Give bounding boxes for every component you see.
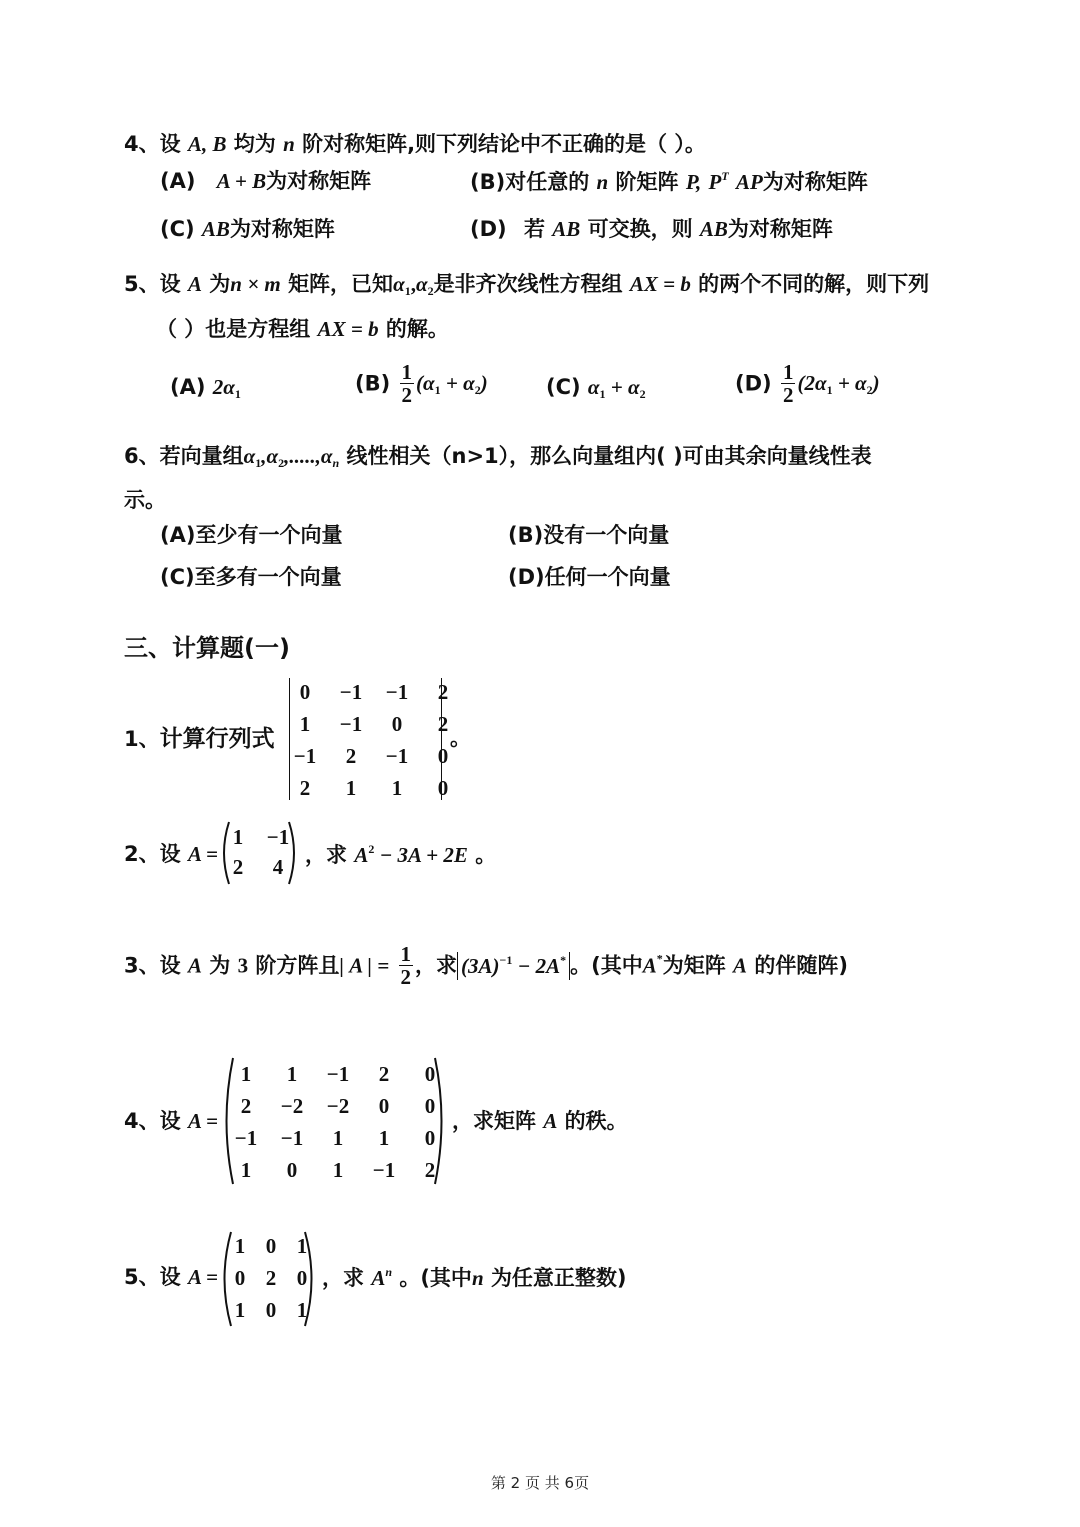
matrix-cell: 1	[234, 1298, 246, 1322]
matrix-cell: 0	[424, 1062, 436, 1086]
matrix-cell: 1	[296, 1234, 308, 1258]
q6-option-a: (A)至少有一个向量	[160, 523, 343, 547]
matrix-cell: 0	[296, 1266, 308, 1290]
matrix-cell: −1	[266, 825, 290, 849]
matrix-cell: 1	[286, 1062, 298, 1086]
matrix-cell: 1	[391, 776, 403, 800]
c3-stem: 3、设 A 为 3 阶方阵且| A | = $\frac{1}{2}$ ，求 $(3A)^{-1} - 2A^*$ 。(其中A*为矩阵 A 的伴随阵)	[124, 942, 848, 990]
matrix-cell: −1	[293, 744, 317, 768]
c3-number: 3、	[124, 953, 160, 978]
q6-option-c: (C)至多有一个向量	[160, 565, 342, 589]
matrix-cell: 1	[234, 1234, 246, 1258]
fraction: $\frac{1}{2}$	[400, 942, 412, 990]
fraction: $\frac{1}{2}$	[782, 360, 794, 408]
matrix-cell: −1	[339, 680, 363, 704]
q5-option-b: (B) $\frac{1}{2}$ $(\alpha_1 + \alpha_2)$	[355, 360, 488, 408]
matrix-cell: −1	[280, 1126, 304, 1150]
c4-number: 4、	[124, 1109, 160, 1133]
matrix-cell: 4	[272, 855, 284, 879]
q4-option-a: (A) A + B为对称矩阵	[160, 169, 372, 193]
q6-option-b: (B)没有一个向量	[508, 523, 670, 547]
c1-number: 1、	[124, 727, 160, 751]
matrix-cell: 2	[437, 712, 449, 736]
matrix-cell: 1	[296, 1298, 308, 1322]
matrix-cell: 0	[437, 744, 449, 768]
matrix-cell: 1	[240, 1158, 252, 1182]
matrix-cell: 0	[437, 776, 449, 800]
c4-stem: 4、设 A =	[124, 1109, 219, 1133]
c2-stem: 2、设 A =	[124, 842, 219, 866]
matrix-cell: 0	[424, 1126, 436, 1150]
matrix-cell: 1	[240, 1062, 252, 1086]
section-heading: 三、计算题(一)	[124, 634, 290, 662]
page-footer: 第 2 页 共 6页	[490, 1474, 590, 1492]
matrix-cell: 0	[299, 680, 311, 704]
c5-stem: 5、设 A =	[124, 1265, 219, 1289]
matrix-cell: 0	[391, 712, 403, 736]
matrix-cell: 0	[424, 1094, 436, 1118]
matrix-cell: 1	[378, 1126, 390, 1150]
determinant-expression: $(3A)^{-1} - 2A^*$	[457, 952, 570, 980]
fraction: $\frac{1}{2}$	[401, 360, 413, 408]
q4-option-b: (B)对任意的 n 阶矩阵 P, $P^T$ AP为对称矩阵	[470, 169, 868, 194]
matrix-cell: −1	[385, 744, 409, 768]
exam-page: 4、设 A, B 均为 n 阶对称矩阵,则下列结论中不正确的是（ ）。 (A) A + B为对称矩阵 (B)对任意的 n 阶矩阵 P, $P^T$ AP为对称矩阵 (C) AB为对称矩阵 (D) 若 AB 可交换，则 AB为对称矩阵 5、设 A 为n × m 矩阵，已知$\alpha_1,\alpha_2$是非齐次线性方程组 AX = b 的两个不同的解，则下列 （ ）也是方程组 AX = b 的解。 (A) $2\alpha_1$ (B) $\frac{1}{2}$ $(\alpha_1 + \alpha_2)$ (C) $\alpha_1 + \alpha_2$ (D) $\frac{1}{2}$ $(2\alpha_1 + \alpha_2)$ 6、若向量组$\alpha_1,\alpha_2,.....,\alpha_n$ 线性相关（n>1），那么向量组内( )可由其余向量线性表 示。 (A)至少有一个向量 (B)没有一个向量 (C)至多有一个向量 (D)任何一个向量 三、计算题(一) 1、计算行列式 0 −1 −1 2 1 −1 0 2 −1 2 −1 0 2 1 1 0 。 2、设 A = 1 −1 2 4 ，求 $A^2 - 3A + 2E$ 。 3、设 A 为 3 阶方阵且| A | = $\frac{1}{2}$ ，求 $(3A)^{-1} - 2A^*$ 。(其中A*为矩阵 A 的伴随阵) 4、设 A = 1 1 −1 2 0 2 −2 −2 0 0 −1 −1 1 1 0 1 0 1 −1 2 ，求矩阵 A 的秩。 5、设 A = 1 0 1 0 2 0 1 0 1 ，求 $A^n$ 。(其中n 为任意正整数) 第 2 页 共 6页	[0, 0, 1080, 1527]
matrix-cell: 2	[437, 680, 449, 704]
q4-stem: 4、设 A, B 均为 n 阶对称矩阵,则下列结论中不正确的是（ ）。	[124, 132, 706, 156]
q5-number: 5、	[124, 272, 160, 296]
q6-number: 6、	[124, 444, 160, 468]
q5-option-c: (C) $\alpha_1 + \alpha_2$	[546, 375, 646, 401]
q6-stem: 6、若向量组$\alpha_1,\alpha_2,.....,\alpha_n$ 线性相关（n>1），那么向量组内( )可由其余向量线性表	[124, 444, 872, 470]
q4-number: 4、	[124, 132, 160, 156]
c2-number: 2、	[124, 842, 160, 866]
matrix-cell: 1	[345, 776, 357, 800]
matrix-cell: 2	[424, 1158, 436, 1182]
matrix-cell: 2	[378, 1062, 390, 1086]
q6-option-d: (D)任何一个向量	[508, 565, 671, 589]
q5-option-a: (A) $2\alpha_1$	[170, 375, 241, 401]
matrix-cell: 0	[265, 1298, 277, 1322]
matrix-cell: 2	[232, 855, 244, 879]
q4-option-d: (D) 若 AB 可交换，则 AB为对称矩阵	[470, 217, 833, 241]
matrix-cell: 1	[332, 1158, 344, 1182]
matrix-cell: 2	[345, 744, 357, 768]
matrix-cell: 2	[240, 1094, 252, 1118]
q5-stem-line2: （ ）也是方程组 AX = b 的解。	[156, 317, 449, 341]
q4-option-c: (C) AB为对称矩阵	[160, 217, 335, 241]
matrix-cell: −1	[326, 1062, 350, 1086]
matrix-cell: −1	[372, 1158, 396, 1182]
matrix-cell: 1	[299, 712, 311, 736]
matrix-cell: −2	[280, 1094, 304, 1118]
q6-stem-line2: 示。	[124, 488, 166, 512]
matrix-cell: 2	[299, 776, 311, 800]
matrix-cell: 0	[265, 1234, 277, 1258]
matrix-cell: −2	[326, 1094, 350, 1118]
matrix-cell: −1	[234, 1126, 258, 1150]
matrix-cell: 0	[234, 1266, 246, 1290]
matrix-cell: 1	[232, 825, 244, 849]
matrix-cell: 0	[286, 1158, 298, 1182]
matrix-cell: −1	[339, 712, 363, 736]
q5-option-d: (D) $\frac{1}{2}$ $(2\alpha_1 + \alpha_2)$	[735, 360, 880, 408]
q5-stem: 5、设 A 为n × m 矩阵，已知$\alpha_1,\alpha_2$是非齐次线性方程组 AX = b 的两个不同的解，则下列	[124, 272, 930, 298]
matrix-cell: 0	[378, 1094, 390, 1118]
matrix-cell: −1	[385, 680, 409, 704]
matrix-cell: 2	[265, 1266, 277, 1290]
matrix-cell: 1	[332, 1126, 344, 1150]
c5-number: 5、	[124, 1265, 160, 1289]
c1-stem: 1、计算行列式	[124, 726, 275, 752]
